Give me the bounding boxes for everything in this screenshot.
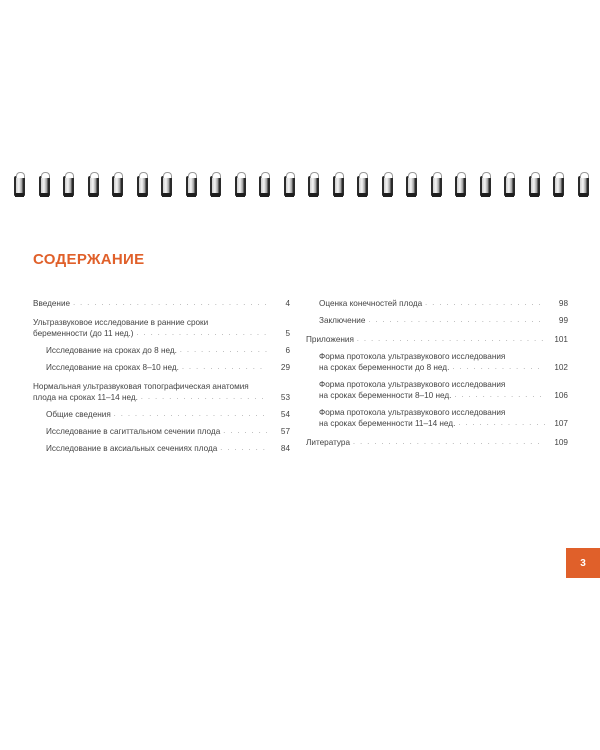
binding-ring [504,176,515,196]
toc-page-number: 107 [554,419,568,428]
toc-page-number: 106 [554,391,568,400]
toc-entry-label: Приложения [306,335,354,344]
binding-ring [406,176,417,196]
toc-entry-label: Исследование в аксиальных сечениях плода [46,444,218,453]
toc-entry-form-1[interactable] [306,351,568,373]
binding-ring [382,176,393,196]
toc-page-number: 4 [285,299,290,308]
toc-entry-label: Оценка конечностей плода [319,299,423,308]
dot-leader [425,298,545,309]
toc-entry-label-cont: на сроках беременности 8–10 нед. [319,391,452,400]
binding-ring [88,176,99,196]
toc-page-number: 54 [280,410,290,419]
toc-entry-label-cont: беременности (до 11 нед.) [33,329,134,338]
toc-right-column [306,298,568,448]
dot-leader [452,362,545,373]
binding-ring [63,176,74,196]
toc-entry-axial[interactable] [33,443,290,454]
toc-entry-label: Форма протокола ультразвукового исследования [319,380,506,389]
toc-entry-form-3[interactable] [306,407,568,429]
toc-entry-general[interactable] [33,409,290,420]
toc-entry-appendix[interactable] [306,334,568,345]
dot-leader [114,409,267,420]
toc-entry-label: Исследование в сагиттальном сечении плода [46,427,221,436]
dot-leader [180,345,267,356]
binding-ring [553,176,564,196]
page-title: СОДЕРЖАНИЕ [33,251,145,268]
dot-leader [220,443,267,454]
binding-ring [39,176,50,196]
dot-leader [137,328,267,339]
dot-leader [141,392,267,403]
binding-ring [161,176,172,196]
toc-entry-label: Литература [306,438,351,447]
toc-page-number: 99 [558,316,568,325]
toc-entry-vvedenie[interactable] [33,298,290,309]
dot-leader [353,437,545,448]
binding-ring [333,176,344,196]
toc-entry-literature[interactable] [306,437,568,448]
toc-entry-label: Нормальная ультразвуковая топографическая анатомия [33,382,249,391]
toc-entry-label-cont: на сроках беременности до 8 нед. [319,363,450,372]
toc-entry-form-2[interactable] [306,379,568,401]
dot-leader [368,315,545,326]
dot-leader [182,362,267,373]
toc-page-number: 109 [554,438,568,447]
toc-entry-label: Форма протокола ультразвукового исследования [319,352,506,361]
dot-leader [223,426,267,437]
dot-leader [454,390,545,401]
page-number-tab: 3 [566,548,600,578]
dot-leader [73,298,267,309]
toc-entry-conclusion[interactable] [306,315,568,326]
toc-page-number: 57 [280,427,290,436]
binding-ring [357,176,368,196]
binding-ring [235,176,246,196]
toc-page-number: 6 [285,346,290,355]
binding-ring [112,176,123,196]
toc-page-number: 29 [280,363,290,372]
toc-entry-label: Введение [33,299,71,308]
toc-entry-label-cont: на сроках беременности 11–14 нед. [319,419,456,428]
toc-entry-us-8-10[interactable] [33,362,290,373]
toc-entry-label: Исследование на сроках до 8 нед. [46,346,177,355]
toc-entry-label: Исследование на сроках 8–10 нед. [46,363,179,372]
toc-entry-us-early[interactable] [33,317,290,339]
toc-entry-sagittal[interactable] [33,426,290,437]
toc-page-number: 5 [285,329,290,338]
binding-ring [137,176,148,196]
toc-left-column [33,298,290,454]
toc-page-number: 53 [280,393,290,402]
binding-ring [480,176,491,196]
binding-ring [455,176,466,196]
toc-entry-limbs[interactable] [306,298,568,309]
toc-entry-label: Ультразвуковое исследование в ранние сроки [33,318,209,327]
dot-leader [458,418,545,429]
spiral-binding [0,170,600,200]
toc-entry-label-cont: плода на сроках 11–14 нед. [33,393,138,402]
toc-entry-label: Заключение [319,316,366,325]
binding-ring [186,176,197,196]
toc-page-number: 102 [554,363,568,372]
toc-page-number: 98 [558,299,568,308]
toc-entry-label: Форма протокола ультразвукового исследования [319,408,506,417]
toc-entry-anatomy[interactable] [33,381,290,403]
toc-page-number: 84 [280,444,290,453]
binding-ring [259,176,270,196]
binding-ring [210,176,221,196]
toc-entry-us-8[interactable] [33,345,290,356]
binding-ring [431,176,442,196]
binding-ring [284,176,295,196]
binding-ring [308,176,319,196]
binding-ring [578,176,589,196]
toc-page-number: 101 [554,335,568,344]
toc-entry-label: Общие сведения [46,410,111,419]
binding-ring [14,176,25,196]
dot-leader [357,334,545,345]
binding-ring [529,176,540,196]
